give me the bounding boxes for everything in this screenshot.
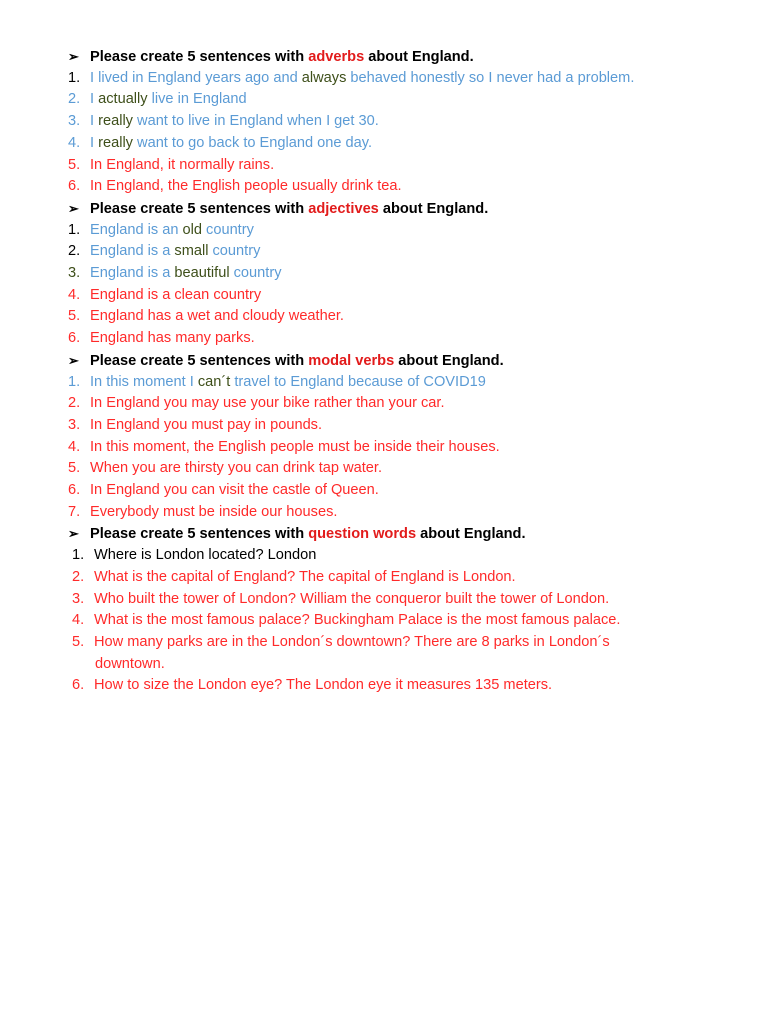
sentence-text: In England, the English people usually drink tea. (90, 178, 402, 195)
sentence-text: live in England (147, 91, 247, 108)
heading-text: Please create 5 sentences with (90, 352, 309, 369)
list-number: 1. (68, 373, 81, 390)
list-number: 5. (72, 633, 85, 650)
list-item (68, 111, 379, 132)
list-item (68, 502, 337, 523)
sentence-text: England is an (90, 221, 183, 238)
sentence-text: country (208, 243, 261, 260)
list-item (68, 437, 500, 458)
list-item (68, 458, 382, 479)
list-item (68, 133, 372, 154)
list-item (68, 393, 445, 414)
list-number: 3. (68, 265, 81, 281)
sentence-text: England is a clean country (90, 286, 262, 303)
list-number: 5. (68, 308, 81, 325)
sentence-text: really (98, 113, 133, 130)
heading-highlight: adverbs (308, 49, 365, 65)
sentence-text: How many parks are in the London´s downtown? There are 8 parks in London´s (94, 633, 610, 650)
sentence-text: behaved honestly so I never had a problem. (346, 69, 635, 86)
list-number: 3. (72, 590, 85, 607)
list-item (68, 89, 247, 110)
list-item (68, 176, 402, 197)
list-number: 6. (68, 330, 81, 347)
sentence-text: I lived in England years ago and (90, 69, 302, 86)
sentence-text: What is the capital of England? The capital of England is London. (94, 568, 516, 585)
list-number: 2. (68, 243, 81, 260)
sentence-text: country (201, 221, 254, 238)
sentence-text: Who built the tower of London? William the conqueror built the tower of London. (94, 590, 610, 607)
sentence-text: want to live in England when I get 30. (132, 113, 379, 130)
heading-text: about England. (364, 49, 474, 65)
heading-highlight: question words (308, 526, 417, 543)
list-number: 5. (68, 156, 81, 173)
sentence-text: When you are thirsty you can drink tap water. (90, 460, 383, 477)
sentence-text: How to size the London eye? The London eye it measures 135 meters. (94, 677, 553, 694)
arrow-bullet-icon: ➢ (68, 200, 79, 216)
sentence-text: I (90, 113, 99, 130)
sentence-text: can´t (197, 373, 231, 390)
sentence-text: travel to England because of COVID19 (230, 373, 486, 390)
heading-text: Please create 5 sentences with (90, 49, 309, 65)
sentence-text: country (229, 265, 282, 281)
list-item (68, 263, 282, 284)
list-number: 1. (68, 69, 81, 86)
list-item (68, 68, 634, 89)
list-number: 6. (68, 482, 81, 498)
sentence-text: I (90, 91, 99, 108)
sentence-text: want to go back to England one day. (132, 134, 373, 151)
sentence-text: In England you may use your bike rather than your car. (90, 395, 445, 412)
sentence-text: England is a (90, 243, 175, 260)
heading-text: Please create 5 sentences with (90, 200, 309, 217)
sentence-text: I (90, 134, 99, 151)
sentence-text: Where is London located? London (94, 547, 317, 564)
arrow-bullet-icon: ➢ (68, 49, 79, 64)
list-item (72, 675, 552, 696)
sentence-text: really (98, 134, 133, 151)
list-number: 4. (68, 438, 81, 455)
list-number: 2. (68, 91, 81, 108)
list-number: 1. (72, 547, 85, 564)
list-number: 7. (68, 503, 81, 520)
heading-text: about England. (378, 200, 489, 217)
heading-highlight: modal verbs (308, 352, 395, 369)
list-item (68, 220, 254, 241)
list-item (68, 306, 344, 327)
heading-highlight: adjectives (308, 200, 379, 217)
list-item (68, 241, 260, 262)
sentence-text: In England, it normally rains. (90, 156, 275, 173)
list-number: 2. (68, 395, 81, 412)
list-item (72, 632, 610, 653)
list-number: 5. (68, 460, 81, 477)
section-heading (68, 46, 474, 67)
list-item (72, 567, 516, 588)
list-item (68, 328, 255, 349)
list-number: 1. (68, 221, 81, 238)
sentence-text: England has a wet and cloudy weather. (90, 308, 344, 325)
heading-text: about England. (416, 526, 526, 543)
list-number: 2. (72, 568, 85, 585)
arrow-bullet-icon: ➢ (68, 526, 79, 542)
section-heading (68, 523, 526, 544)
list-number: 6. (68, 178, 81, 195)
sentence-text: In England you must pay in pounds. (90, 416, 323, 433)
arrow-bullet-icon: ➢ (68, 352, 79, 368)
list-item (72, 589, 609, 610)
sentence-text: What is the most famous palace? Buckingham Palace is the most famous palace. (94, 612, 621, 629)
sentence-text: always (301, 69, 347, 86)
list-number: 6. (72, 677, 85, 694)
list-item (72, 545, 316, 566)
list-item-continuation: downtown. (95, 655, 165, 672)
section-heading (68, 198, 488, 219)
sentence-text: Everybody must be inside our houses. (90, 503, 338, 520)
heading-text: about England. (394, 352, 504, 369)
sentence-text: In this moment I (90, 373, 198, 390)
sentence-text: beautiful (174, 265, 230, 281)
section-heading (68, 350, 504, 371)
list-number: 4. (68, 286, 81, 303)
list-number: 4. (68, 134, 81, 151)
sentence-text: England has many parks. (90, 330, 255, 347)
list-item (68, 415, 322, 436)
list-item (72, 610, 620, 631)
sentence-text: old (182, 221, 202, 238)
list-item (68, 372, 486, 393)
list-number: 3. (68, 416, 81, 433)
sentence-text: In England you can visit the castle of Queen. (90, 482, 379, 498)
sentence-text: In this moment, the English people must be inside their houses. (90, 438, 500, 455)
list-number: 4. (72, 612, 85, 629)
sentence-text: small (174, 243, 209, 260)
sentence-text: actually (98, 91, 148, 108)
heading-text: Please create 5 sentences with (90, 526, 309, 543)
list-item (68, 155, 274, 176)
list-item (68, 285, 261, 306)
list-number: 3. (68, 113, 81, 130)
sentence-text: England is a (90, 265, 175, 281)
list-item (68, 480, 379, 501)
